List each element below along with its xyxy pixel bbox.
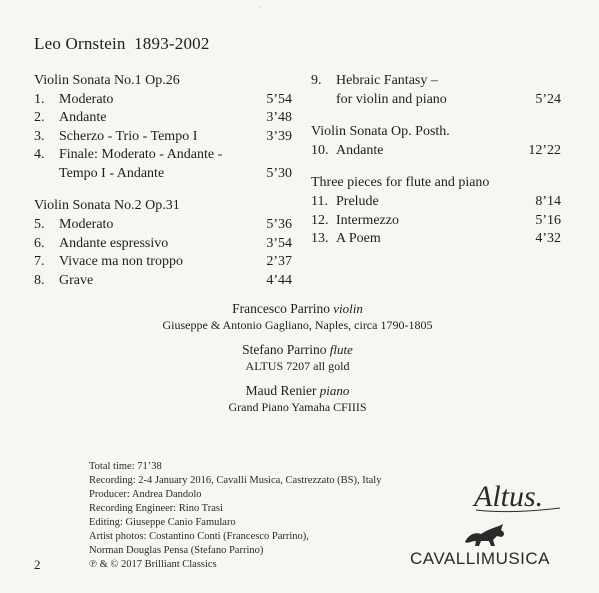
horse-icon <box>459 522 511 548</box>
track-title: Prelude <box>336 193 379 209</box>
track-duration: 5’24 <box>535 91 561 107</box>
track-number: 12. <box>311 212 329 228</box>
track-duration: 5’16 <box>535 212 561 228</box>
track-row <box>34 235 292 254</box>
track-subtitle: for violin and piano <box>336 91 447 107</box>
performer-name: Maud Renier <box>245 383 317 398</box>
page-number: 2 <box>34 557 41 572</box>
section-title: Violin Sonata No.2 Op.31 <box>34 198 180 214</box>
performer <box>120 382 475 416</box>
track-duration: 5’36 <box>266 216 292 232</box>
performer-detail: Giuseppe & Antonio Gagliano, Naples, circa 1790-1805 <box>162 318 433 332</box>
section-title: Three pieces for flute and piano <box>311 175 490 191</box>
track-row <box>311 72 561 91</box>
track-duration: 4’44 <box>266 272 292 288</box>
track-duration: 2’37 <box>266 254 292 270</box>
track-row <box>34 146 292 183</box>
track-number: 5. <box>34 216 45 232</box>
track-title: Andante espressivo <box>59 235 169 251</box>
track-duration: 3’39 <box>266 128 292 144</box>
credit-line: Producer: Andrea Dandolo <box>89 489 202 500</box>
track-number: 10. <box>311 142 329 158</box>
cavalli-logo-part1: CAVALLI <box>410 549 481 568</box>
track-row <box>311 142 561 161</box>
track-row <box>311 91 561 110</box>
track-row <box>311 230 561 249</box>
track-row <box>34 272 292 291</box>
credit-line: ℗ & © 2017 Brilliant Classics <box>89 559 217 570</box>
performer-instrument: piano <box>319 383 350 398</box>
track-title: Vivace ma non troppo <box>59 254 183 270</box>
credit-line: Artist photos: Costantino Conti (Francesco Parrino), <box>89 531 309 542</box>
track-duration: 3’54 <box>266 235 292 251</box>
section-title: Violin Sonata No.1 Op.26 <box>34 73 180 88</box>
performer <box>120 300 475 334</box>
track-number: 9. <box>311 73 322 88</box>
track-title: Scherzo - Trio - Tempo I <box>59 128 198 144</box>
track-row <box>34 253 292 272</box>
performer-detail: Grand Piano Yamaha CFIIIS <box>228 400 367 414</box>
track-title: Intermezzo <box>336 212 399 228</box>
credits <box>89 460 381 572</box>
performer-name: Stefano Parrino <box>242 342 327 357</box>
track-number: 8. <box>34 272 45 288</box>
track-title: Moderato <box>59 91 114 107</box>
track-number: 11. <box>311 193 328 209</box>
track-duration: 8’14 <box>535 193 561 209</box>
track-number: 1. <box>34 91 45 107</box>
track-duration: 3’48 <box>266 110 292 126</box>
altus-logo <box>472 478 564 516</box>
credit-line: Norman Douglas Pensa (Stefano Parrino) <box>89 545 264 556</box>
track-number: 3. <box>34 128 45 144</box>
track-row <box>311 193 561 212</box>
track-title: Andante <box>59 110 107 126</box>
track-number: 4. <box>34 147 45 163</box>
track-row <box>34 128 292 147</box>
track-title: Moderato <box>59 216 114 232</box>
track-row <box>34 216 292 235</box>
composer-name: Leo Ornstein <box>34 34 126 53</box>
track-number: 6. <box>34 235 45 251</box>
tracklist-right <box>311 72 561 249</box>
track-duration: 5’30 <box>266 165 292 181</box>
corner-mark: ˙ <box>259 5 262 14</box>
performer-name: Francesco Parrino <box>232 301 330 316</box>
page-title <box>34 34 210 54</box>
credit-line: Editing: Giuseppe Canio Famularo <box>89 517 236 528</box>
track-title: Andante <box>336 142 384 158</box>
performer <box>120 341 475 375</box>
section-title: Violin Sonata Op. Posth. <box>311 124 450 140</box>
performer-instrument: flute <box>329 342 353 357</box>
cavalli-logo-part2: MUSICA <box>480 549 551 568</box>
tracklist-left <box>34 72 292 290</box>
track-number: 7. <box>34 254 45 270</box>
credit-line: Recording Engineer: Rino Trasi <box>89 503 223 514</box>
credit-line: Total time: 71’38 <box>89 461 162 472</box>
track-row <box>34 91 292 110</box>
composer-years: 1893-2002 <box>134 34 210 53</box>
track-row <box>34 109 292 128</box>
performer-detail: ALTUS 7207 all gold <box>245 359 350 373</box>
track-title: Hebraic Fantasy – <box>336 73 438 88</box>
cavalli-musica-logo <box>410 549 550 569</box>
track-duration: 4’32 <box>535 231 561 247</box>
performers-block <box>120 300 475 423</box>
track-title: Finale: Moderato - Andante - Tempo I - Andante <box>59 147 223 181</box>
track-row <box>311 212 561 231</box>
credit-line: Recording: 2-4 January 2016, Cavalli Musica, Castrezzato (BS), Italy <box>89 475 382 486</box>
performer-instrument: violin <box>333 301 363 316</box>
track-title: A Poem <box>336 231 381 247</box>
track-duration: 12’22 <box>528 142 561 158</box>
track-duration: 5’54 <box>266 91 292 107</box>
track-number: 2. <box>34 110 45 126</box>
track-number: 13. <box>311 231 329 247</box>
track-title: Grave <box>59 272 94 288</box>
svg-text:Altus.: Altus. <box>474 480 544 513</box>
